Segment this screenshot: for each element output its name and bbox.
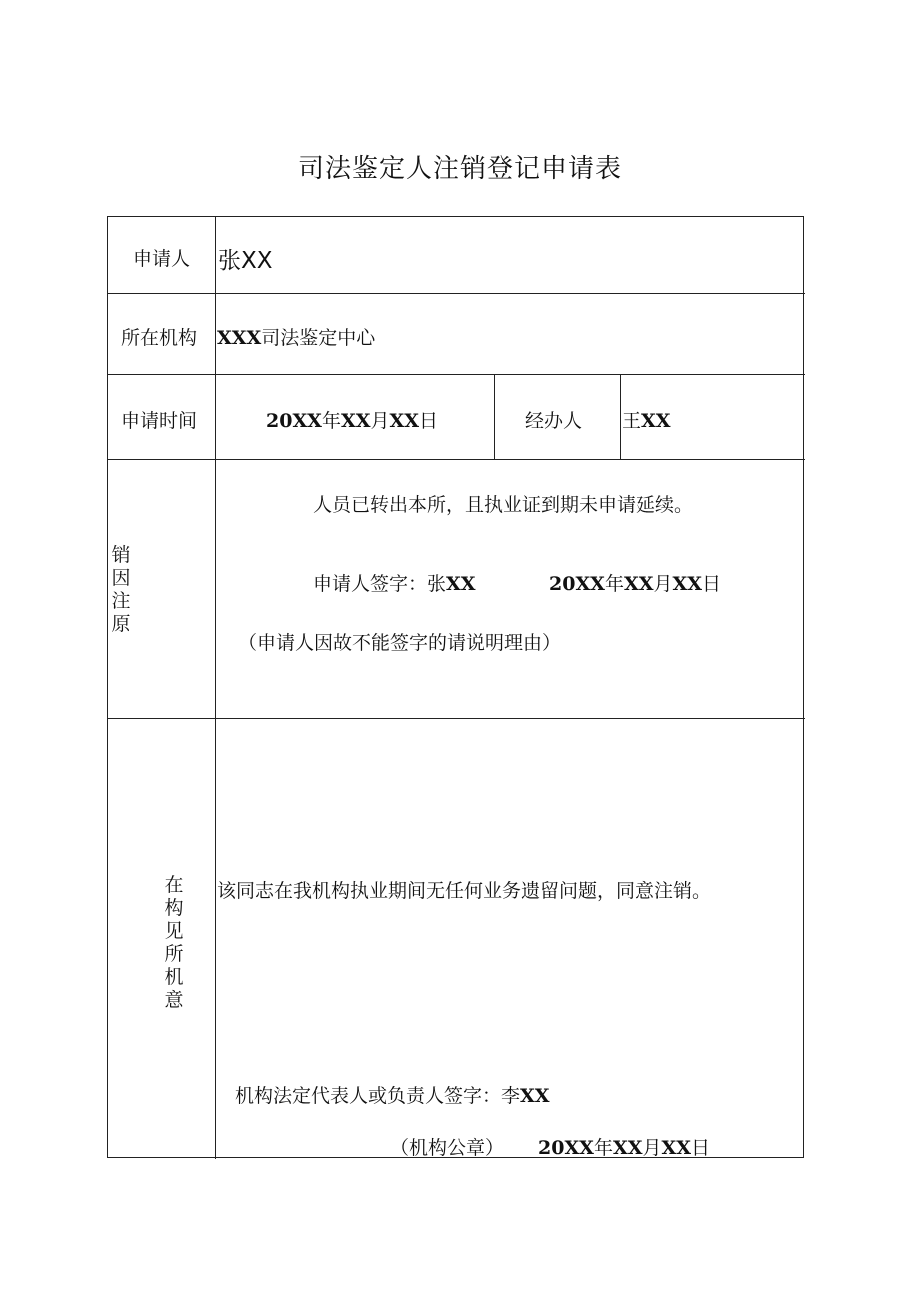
column-divider bbox=[494, 374, 495, 459]
opinion-date: 20XX年XX月XX日 bbox=[538, 1137, 710, 1159]
institution-seal: （机构公章） bbox=[390, 1137, 505, 1159]
handler-label: 经办人 bbox=[525, 410, 583, 432]
row-divider bbox=[108, 459, 805, 460]
reason-text: 人员已转出本所，且执业证到期未申请延续。 bbox=[313, 494, 694, 516]
handler-value: 王XX bbox=[622, 410, 671, 432]
label-column-divider bbox=[215, 217, 216, 1159]
institution-value bbox=[217, 323, 375, 350]
reason-label: 销 因 注 原 bbox=[111, 544, 131, 635]
opinion-label: 在 构 见 所 机 意 bbox=[164, 874, 184, 1011]
application-form-table bbox=[107, 216, 804, 1158]
page-title: 司法鉴定人注销登记申请表 bbox=[297, 154, 622, 184]
applicant-value: 张XX bbox=[218, 248, 273, 274]
reason-sign-date: 20XX年XX月XX日 bbox=[549, 573, 721, 595]
signature-note: （申请人因故不能签字的请说明理由） bbox=[238, 632, 562, 654]
applicant-signature: 申请人签字：张XX bbox=[313, 573, 476, 595]
applicant-label: 申请人 bbox=[133, 248, 191, 270]
institution-value-prefix: XXX bbox=[217, 327, 262, 349]
row-divider bbox=[108, 293, 805, 294]
column-divider bbox=[620, 374, 621, 459]
institution-signature: 机构法定代表人或负责人签字：李XX bbox=[235, 1085, 550, 1107]
opinion-text: 该同志在我机构执业期间无任何业务遗留问题，同意注销。 bbox=[217, 880, 712, 902]
row-divider bbox=[108, 374, 805, 375]
row-divider bbox=[108, 718, 805, 719]
institution-value-name: 司法鉴定中心 bbox=[261, 327, 376, 349]
institution-label: 所在机构 bbox=[121, 327, 198, 349]
apply-date-label: 申请时间 bbox=[121, 410, 198, 432]
apply-date-value: 20XX年XX月XX日 bbox=[266, 410, 438, 432]
